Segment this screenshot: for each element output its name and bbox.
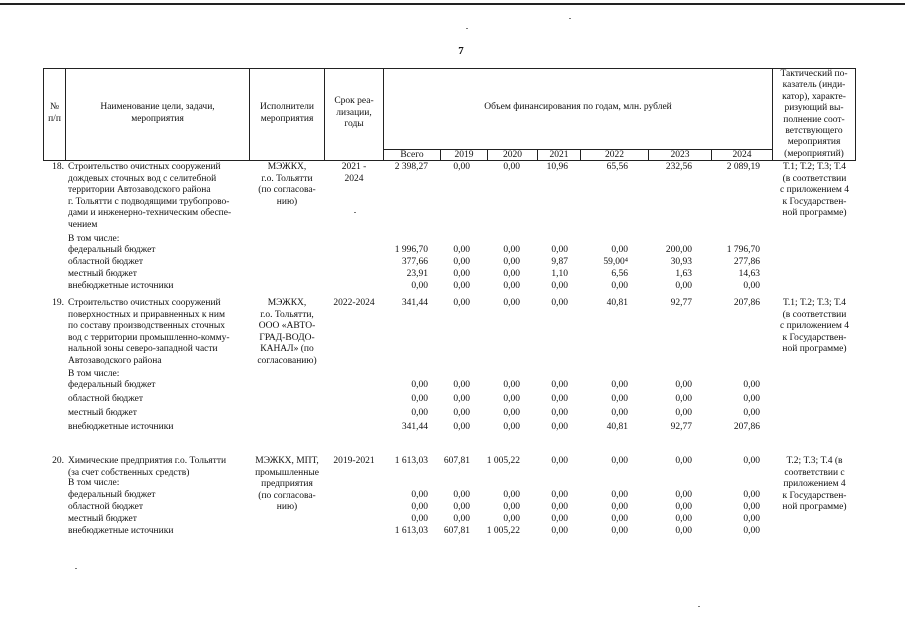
total-cell: 65,56 [606, 162, 628, 172]
row-term: 2019-2021 [333, 456, 375, 466]
total-cell: 92,77 [670, 298, 692, 308]
source-value-cell: 0,00 [611, 408, 628, 418]
year-header-2024: 2024 [732, 150, 752, 160]
row-number: 20. [52, 456, 64, 466]
year-header-2023: 2023 [670, 150, 690, 160]
source-value-cell: 6,56 [611, 269, 628, 279]
source-value-cell: 0,00 [551, 408, 568, 418]
total-cell: 1 005,22 [486, 456, 520, 466]
source-value-cell: 0,00 [611, 526, 628, 536]
scan-speck [569, 18, 571, 19]
source-label: областной бюджет [68, 502, 144, 512]
source-value-cell: 0,00 [453, 380, 470, 390]
source-label: областной бюджет [68, 257, 144, 267]
source-value-cell: 0,00 [411, 408, 428, 418]
total-cell: 207,86 [733, 298, 760, 308]
source-value-cell: 0,00 [551, 380, 568, 390]
source-value-cell: 0,00 [743, 408, 760, 418]
total-cell: 10,96 [546, 162, 568, 172]
source-value-cell: 0,00 [453, 514, 470, 524]
source-value-cell: 30,93 [670, 257, 692, 267]
source-value-cell: 0,00 [611, 380, 628, 390]
col-divider [855, 68, 856, 161]
source-value-cell: 0,00 [675, 281, 692, 291]
row-title: Строительство очистных сооружений поверхностных и приравненных к ним по составу производственных сточных вод с территории промышленно-комму- нальной зоны северо-западной части Автозаводского района [68, 298, 230, 366]
including-label: В том числе: [68, 234, 120, 244]
including-label: В том числе: [68, 478, 120, 488]
source-value-cell: 0,00 [743, 514, 760, 524]
total-cell: 0,00 [453, 162, 470, 172]
total-cell: 0,00 [503, 162, 520, 172]
source-value-cell: 0,00 [675, 502, 692, 512]
source-value-cell: 0,00 [611, 394, 628, 404]
total-cell: 0,00 [453, 298, 470, 308]
row-title: Химические предприятия г.о. Тольятти (за счет собственных средств) [68, 456, 227, 478]
total-cell: 0,00 [675, 456, 692, 466]
row-executor: МЭЖКХ, г.о. Тольятти (по согласова- нию) [258, 162, 316, 207]
row-executor: МЭЖКХ, МПТ, промышленные предприятия (по согласова- нию) [255, 456, 319, 512]
source-label: местный бюджет [68, 269, 137, 279]
scan-speck [466, 28, 468, 29]
source-value-cell: 0,00 [675, 514, 692, 524]
source-value-cell: 0,00 [453, 245, 470, 255]
source-value-cell: 341,44 [401, 422, 428, 432]
total-cell: 0,00 [743, 456, 760, 466]
year-header-2019: 2019 [454, 150, 474, 160]
source-label: местный бюджет [68, 514, 137, 524]
source-value-cell: 0,00 [743, 502, 760, 512]
top-rule [0, 3, 905, 5]
page-number: 7 [458, 45, 464, 57]
source-label: внебюджетные источники [68, 526, 174, 536]
source-value-cell: 0,00 [503, 380, 520, 390]
source-value-cell: 0,00 [411, 514, 428, 524]
source-value-cell: 0,00 [675, 526, 692, 536]
source-value-cell: 0,00 [503, 490, 520, 500]
source-value-cell: 0,00 [411, 380, 428, 390]
source-value-cell: 0,00 [503, 422, 520, 432]
source-value-cell: 0,00 [453, 269, 470, 279]
row-number: 18. [52, 162, 64, 172]
source-label: федеральный бюджет [68, 245, 156, 255]
source-value-cell: 0,00 [411, 281, 428, 291]
source-value-cell: 1 005,22 [486, 526, 520, 536]
source-value-cell: 0,00 [503, 408, 520, 418]
table-top-border [43, 68, 856, 69]
source-label: местный бюджет [68, 408, 137, 418]
source-value-cell: 0,00 [743, 281, 760, 291]
source-value-cell: 0,00 [611, 281, 628, 291]
source-value-cell: 0,00 [551, 281, 568, 291]
total-cell: 0,00 [611, 456, 628, 466]
total-cell: 607,81 [443, 456, 470, 466]
source-value-cell: 1 796,70 [726, 245, 760, 255]
source-label: федеральный бюджет [68, 490, 156, 500]
source-value-cell: 0,00 [551, 422, 568, 432]
source-value-cell: 0,00 [503, 502, 520, 512]
source-value-cell: 0,00 [551, 526, 568, 536]
source-value-cell: 0,00 [503, 281, 520, 291]
row-indicator: Т.2; Т.3; Т.4 (в соответствии с приложением 4 к Государствен- ной программе) [782, 456, 847, 512]
source-value-cell: 0,00 [675, 490, 692, 500]
source-value-cell: 0,00 [411, 502, 428, 512]
source-value-cell: 59,00⁴ [603, 257, 628, 267]
total-cell: 40,81 [606, 298, 628, 308]
source-value-cell: 0,00 [551, 394, 568, 404]
header-term: Срок реа- лизации, годы [334, 96, 374, 129]
source-value-cell: 0,00 [503, 394, 520, 404]
scan-speck [354, 212, 356, 213]
row-term: 2022-2024 [333, 298, 375, 308]
header-num: № п/п [48, 102, 61, 124]
source-label: областной бюджет [68, 394, 144, 404]
source-label: внебюджетные источники [68, 281, 174, 291]
source-value-cell: 92,77 [670, 422, 692, 432]
source-value-cell: 0,00 [453, 490, 470, 500]
source-label: внебюджетные источники [68, 422, 174, 432]
including-label: В том числе: [68, 369, 120, 379]
header-name: Наименование цели, задачи, мероприятия [100, 102, 215, 124]
source-value-cell: 0,00 [503, 245, 520, 255]
total-cell: 1 613,03 [394, 456, 428, 466]
total-cell: 0,00 [551, 456, 568, 466]
total-cell: 2 089,19 [726, 162, 760, 172]
source-value-cell: 0,00 [411, 394, 428, 404]
source-value-cell: 200,00 [665, 245, 692, 255]
total-cell: 2 398,27 [394, 162, 428, 172]
row-term: 2021 - 2024 [341, 162, 367, 184]
source-value-cell: 1,10 [551, 269, 568, 279]
source-value-cell: 0,00 [611, 514, 628, 524]
source-value-cell: 0,00 [453, 408, 470, 418]
row-indicator: Т.1; Т.2; Т.3; Т.4 (в соответствии с приложением 4 к Государствен- ной программе) [780, 298, 849, 354]
source-value-cell: 0,00 [453, 502, 470, 512]
source-value-cell: 9,87 [551, 257, 568, 267]
source-value-cell: 0,00 [743, 394, 760, 404]
source-value-cell: 0,00 [743, 526, 760, 536]
source-value-cell: 0,00 [675, 380, 692, 390]
total-cell: 0,00 [503, 298, 520, 308]
source-value-cell: 607,81 [443, 526, 470, 536]
source-value-cell: 0,00 [611, 502, 628, 512]
source-value-cell: 0,00 [551, 490, 568, 500]
row-number: 19. [52, 298, 64, 308]
source-value-cell: 277,86 [733, 257, 760, 267]
source-value-cell: 1,63 [675, 269, 692, 279]
source-value-cell: 0,00 [675, 408, 692, 418]
source-value-cell: 0,00 [551, 514, 568, 524]
source-value-cell: 1 996,70 [394, 245, 428, 255]
scan-speck [75, 568, 77, 569]
row-executor: МЭЖКХ, г.о. Тольятти, ООО «АВТО- ГРАД-ВОДО- КАНАЛ» (по согласованию) [257, 298, 317, 366]
header-funding: Объем финансирования по годам, млн. рублей [484, 102, 672, 112]
scan-speck [698, 606, 700, 607]
source-value-cell: 0,00 [551, 245, 568, 255]
row-indicator: Т.1; Т.2; Т.3; Т.4 (в соответствии с приложением 4 к Государствен- ной программе) [780, 162, 849, 218]
header-executors: Исполнители мероприятия [260, 102, 314, 124]
total-cell: 232,56 [665, 162, 692, 172]
source-value-cell: 0,00 [611, 490, 628, 500]
source-value-cell: 23,91 [406, 269, 428, 279]
source-value-cell: 14,63 [738, 269, 760, 279]
source-value-cell: 0,00 [503, 269, 520, 279]
total-cell: 0,00 [551, 298, 568, 308]
source-value-cell: 207,86 [733, 422, 760, 432]
source-label: федеральный бюджет [68, 380, 156, 390]
col-divider [383, 68, 384, 161]
source-value-cell: 0,00 [743, 380, 760, 390]
source-value-cell: 0,00 [411, 490, 428, 500]
source-value-cell: 0,00 [453, 394, 470, 404]
source-value-cell: 1 613,03 [394, 526, 428, 536]
source-value-cell: 0,00 [453, 257, 470, 267]
source-value-cell: 0,00 [453, 422, 470, 432]
source-value-cell: 0,00 [503, 257, 520, 267]
header-indicator: Тактический по- казатель (инди- катор), характе- ризующий вы- полнение соот- ветствующего мероприятия (мероприятий) [780, 69, 848, 159]
year-header-2020: 2020 [503, 150, 522, 160]
source-value-cell: 377,66 [401, 257, 428, 267]
year-header-total: Всего [400, 150, 424, 160]
year-header-2022: 2022 [605, 150, 624, 160]
row-title: Строительство очистных сооружений дождевых сточных вод с селитебной территории Автозаводского района г. Тольятти с подводящими трубопрово- дами и инженерно-техническим обеспе- чением [68, 162, 232, 230]
source-value-cell: 0,00 [453, 281, 470, 291]
source-value-cell: 0,00 [503, 514, 520, 524]
source-value-cell: 0,00 [551, 502, 568, 512]
year-header-2021: 2021 [549, 150, 569, 160]
source-value-cell: 40,81 [606, 422, 628, 432]
source-value-cell: 0,00 [611, 245, 628, 255]
source-value-cell: 0,00 [743, 490, 760, 500]
total-cell: 341,44 [401, 298, 428, 308]
source-value-cell: 0,00 [675, 394, 692, 404]
